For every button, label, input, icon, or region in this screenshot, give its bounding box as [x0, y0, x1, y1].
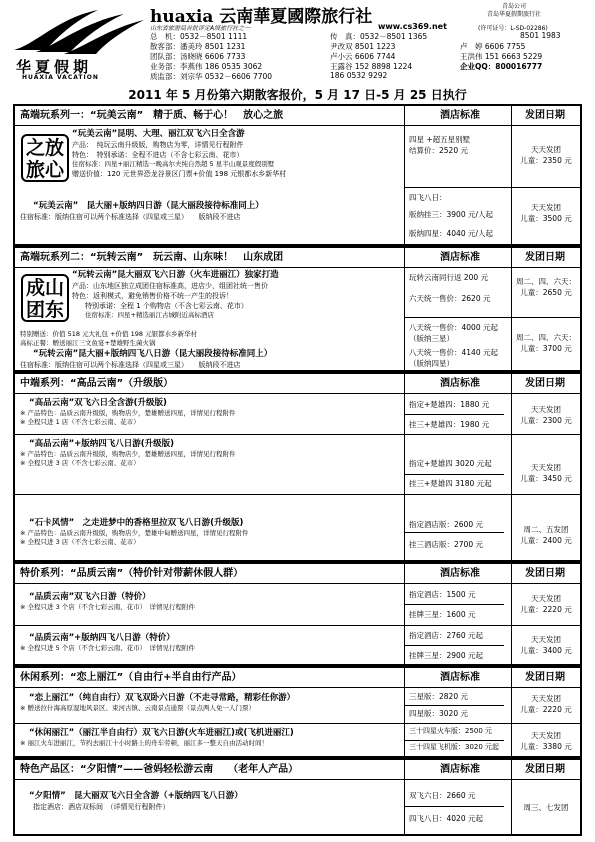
price-line: 三星版：2820 元: [409, 692, 468, 701]
contact-cell: 质监部：刘宗华 0532－6606 7700: [150, 72, 273, 81]
product-title: “品质云南”+版纳四飞八日游（特价）: [29, 633, 175, 643]
row-divider: [404, 317, 580, 318]
depart-line: 周二、四、六天：: [516, 333, 576, 342]
product-title: “玩转云南”昆大丽+版纳四飞八日游（昆大丽段接待标准同上）: [33, 349, 273, 359]
price-line: 四飞八日：4020 元起: [409, 814, 483, 823]
depart-header: 发团日期: [525, 672, 565, 683]
product-line: 住宿标准：版纳住宿可以两个标准选择（四星或三星） 版纳段不进店: [20, 213, 241, 221]
price-line: 挂牌三星：1600 元: [409, 610, 476, 619]
contact-cell: 186 0532 9292: [330, 71, 388, 80]
product-title: “石卡风情” 之走进梦中的香格里拉双飞八日游(升级版): [29, 518, 244, 528]
hotel-header: 酒店标准: [440, 110, 480, 121]
product-row: [15, 692, 295, 713]
cell-divider: [404, 474, 504, 475]
depart-cell: [512, 332, 580, 354]
depart-line: 周三、七发团: [523, 803, 569, 812]
hotel-cell: [405, 630, 483, 641]
product-title: “高品云南”双飞六日全含游(升级版): [29, 398, 167, 408]
section-header: [15, 374, 580, 394]
hotel-cell: [405, 519, 483, 530]
price-line: 挂三+楚雄四 3180 元起: [409, 479, 492, 488]
price-line: （版纳三星）: [409, 334, 454, 343]
product-row: [15, 591, 195, 612]
depart-cell: [512, 404, 580, 426]
depart-line: 周二、四、六天：: [516, 277, 576, 286]
child-price: 儿童：3500 元: [520, 214, 572, 223]
contact-cell: 卢小云 6606 7744: [330, 52, 396, 61]
product-line: ※ 赠送拉什海高原湿地风景区、束河古镇、云南景点通票（景点两人免一人门票）: [20, 704, 256, 712]
section-header: [15, 564, 580, 584]
child-price: 儿童：2400 元: [520, 536, 572, 545]
right-company-name: 青岛公司: [502, 3, 527, 10]
cell-divider: [404, 604, 504, 605]
section-mid-range: [13, 372, 582, 562]
logo: [6, 6, 146, 81]
product-title: “夕阳情” 昆大丽双飞六日全含游（+版纳四飞八日游）: [29, 791, 243, 801]
hotel-header: 酒店标准: [440, 672, 480, 683]
depart-cell: [512, 802, 580, 813]
product-line: 住宿标准：版纳住宿可以两个标准选择（四星或三星） 版纳段不进店: [20, 361, 241, 369]
license-number: (许可证号：L-SD-02286): [478, 25, 548, 32]
price-line: 指定+楚雄四：1880 元: [409, 400, 490, 409]
depart-cell: [512, 524, 580, 546]
price-line: 指定酒店：1500 元: [409, 590, 476, 599]
hotel-cell: [405, 458, 492, 469]
product-title: “玩美云南”昆明、大理、丽江双飞六日全含游: [72, 129, 245, 139]
product-title: “恋上丽江”（纯自由行）双飞双卧六日游（不走寻常路，精彩任你游）: [29, 693, 296, 703]
price-line: 挂三+楚雄四：1980 元: [409, 420, 490, 429]
hotel-header: 酒店标准: [440, 764, 480, 775]
depart-cell: [512, 693, 580, 715]
product-line: ※ 全程只进 3 店（不含七彩云南、花市）: [20, 538, 140, 546]
contact-cell: 业务部：李燕伟 186 0535 3062: [150, 62, 263, 71]
contact-cell: 散客部：潘美玲 8501 1231: [150, 42, 246, 51]
hotel-header: 酒店标准: [440, 568, 480, 579]
product-line: ※ 全程只进 5 个店（不含七彩云南、花市） 详情见行程附件: [20, 644, 196, 652]
section-title: 中端系列：“高品云南”（升级版）: [20, 378, 174, 389]
stamp-char: 山: [45, 277, 65, 299]
cell-divider: [404, 705, 504, 706]
hotel-cell: [405, 790, 475, 801]
hotel-cell: [405, 708, 468, 719]
price-line: 结算价：2520 元: [409, 146, 468, 155]
stamp-char: 东: [45, 299, 65, 321]
child-price: 儿童：3380 元: [520, 742, 572, 751]
slogan: 山东省旅游局首批评定A级旅行社之一: [150, 25, 251, 32]
stamp-char: 成: [25, 277, 45, 299]
child-price: 儿童：2650 元: [520, 288, 572, 297]
header: [0, 0, 595, 84]
product-row: [15, 517, 249, 547]
hotel-cell: [405, 478, 492, 489]
contact-cell: 尹改双 8501 1223: [330, 42, 396, 51]
hotel-cell: [405, 419, 489, 430]
product-line: 高标正餐：赠送丽江三文鱼宴+楚雄野生菌火锅: [20, 339, 156, 347]
price-line: （版纳四星）: [409, 359, 454, 368]
depart-cell: [512, 634, 580, 656]
row-divider: [15, 625, 580, 626]
section-high-end-2: [13, 246, 582, 372]
section-header: [15, 248, 580, 268]
product-row: [15, 438, 236, 468]
depart-line: 天天发团: [531, 731, 561, 740]
product-line: ※ 全程只进 1 店（不含七彩云南、花市）: [20, 418, 140, 426]
product-line: 特别承诺：全程 1 个购物店（不含七彩云南、花市）: [85, 302, 248, 310]
product-row: [15, 790, 243, 812]
product-line: 特色： 特别承诺：全程不进店（不含七彩云南、花市）: [72, 151, 244, 159]
website[interactable]: www.cs369.net: [378, 22, 447, 31]
depart-header: 发团日期: [525, 568, 565, 579]
product-title: “玩美云南” 昆大丽+版纳四日游（昆大丽段接待标准同上）: [33, 201, 264, 211]
depart-header: 发团日期: [525, 110, 565, 121]
section-title: 高端玩系列二：“玩转云南” 玩云南、山东味！ 山东成团: [20, 252, 284, 263]
product-line: 住宿标准：四星+精选丽江古城附近高标酒店: [85, 311, 214, 319]
stamp-char: 心: [45, 159, 65, 181]
child-price: 儿童：2220 元: [520, 705, 572, 714]
depart-header: 发团日期: [525, 378, 565, 389]
section-title: 特价系列：“品质云南”（特价针对带薪休假人群）: [20, 568, 244, 579]
hotel-cell: [405, 726, 492, 737]
child-price: 儿童：3700 元: [520, 344, 572, 353]
child-price: 儿童：3450 元: [520, 474, 572, 483]
section-high-end-1: [13, 104, 582, 246]
contact-cell: 王洪伟 151 6663 5229: [460, 52, 543, 61]
price-line: 四星 +超五星别墅: [409, 135, 471, 144]
hotel-cell: [405, 192, 493, 239]
price-line: 指定酒店：2760 元起: [409, 631, 483, 640]
hotel-cell: [405, 589, 475, 600]
hotel-header: 酒店标准: [440, 378, 480, 389]
hotel-cell: [405, 650, 483, 661]
price-line: 双飞六日：2660 元: [409, 791, 476, 800]
section-title: 休闲系列：“恋上丽江”（自由行+半自由行产品）: [20, 672, 242, 683]
product-block: [15, 200, 264, 222]
product-line: ※ 全程只进 3 个店（不含七彩云南、花市） 详情见行程附件: [20, 603, 196, 611]
hotel-cell: [405, 609, 475, 620]
product-title: “休闲丽江”（丽江半自由行）双飞六日游(火车进丽江)或(飞机进丽江): [29, 728, 294, 738]
section-title: 特色产品区：“夕阳情”——爸妈轻松游云南 （老年人产品）: [20, 764, 299, 775]
cell-divider: [404, 414, 504, 415]
hotel-cell: [405, 691, 468, 702]
contact-cell: 卢 婷 6606 7755: [460, 42, 526, 51]
price-line: 四星版：3020 元: [409, 709, 468, 718]
price-line: 挂三酒店版：2700 元: [409, 540, 483, 549]
product-line: 赠送价值：120 元世界恐龙谷景区门票+价值 198 元银都水乡新华村: [72, 170, 287, 178]
price-line: 版纳四星：4040 元/人起: [409, 229, 493, 238]
logo-english: HUAXIA VACATION: [22, 74, 99, 81]
product-line: ※ 产品特色：品质云南升级版，购物店少，楚雄赠送四星，详情见行程附件: [20, 450, 236, 458]
hotel-cell: [405, 272, 490, 304]
price-line: 挂牌三星：2900 元起: [409, 651, 483, 660]
price-line: 玩转云南同行返 200 元: [409, 273, 489, 282]
price-line: 版纳挂三：3900 元/人起: [409, 210, 493, 219]
product-line: 特别赠送：价值 518 元大礼包 +价值 198 元银都水乡新华村: [20, 330, 198, 338]
price-line: 六天统一售价：2620 元: [409, 294, 491, 303]
hotel-cell: [405, 134, 470, 156]
cell-divider: [404, 806, 504, 807]
contact-cell: 传 真：0532－8501 1365: [330, 32, 428, 41]
cell-divider: [404, 740, 504, 741]
product-line: 住宿标准：四星+丽江精选一晚高尔夫纯自然超 5 星半山观景度假别墅: [72, 160, 275, 168]
child-price: 儿童：3400 元: [520, 646, 572, 655]
child-price: 儿童：2220 元: [520, 605, 572, 614]
product-line: 产品：山东地区独立成团住宿标准高，进店少，组团社统一售价: [72, 282, 268, 290]
contact-qq: 企业QQ：800016777: [460, 62, 543, 71]
depart-line: 天天发团: [531, 694, 561, 703]
product-line: 指定酒店：酒店双标间 （详情见行程附件）: [33, 803, 170, 811]
product-title: “品质云南”双飞六日游（特价）: [29, 592, 151, 602]
stamp-char: 之: [25, 137, 45, 159]
section-header: [15, 668, 580, 688]
product-line: 产品： 纯玩云南升级版，购物店为零，详情见行程附件: [72, 141, 244, 149]
child-price: 儿童：2300 元: [520, 416, 572, 425]
section-header: [15, 760, 580, 780]
stamp-char: 团: [25, 299, 45, 321]
contact-cell: 总 机：0532－8501 1111: [150, 32, 248, 41]
depart-line: 天天发团: [531, 635, 561, 644]
hotel-cell: [405, 742, 499, 753]
section-special-price: [13, 562, 582, 666]
product-block: [67, 128, 286, 179]
product-row: [15, 397, 236, 427]
depart-line: 天天发团: [531, 463, 561, 472]
product-row: [15, 727, 294, 748]
stamp-badge: [21, 134, 69, 182]
depart-header: 发团日期: [525, 764, 565, 775]
price-line: 三十四星飞机版：3020 元起: [409, 743, 500, 751]
section-leisure: [13, 666, 582, 758]
price-line: 指定+楚雄四 3020 元起: [409, 459, 492, 468]
stamp-char: 放: [45, 137, 65, 159]
hotel-cell: [405, 322, 498, 369]
hotel-header: 酒店标准: [440, 252, 480, 263]
contact-cell: 团队部：汤晓晓 6606 7733: [150, 52, 246, 61]
page-title: 2011 年 5 月份第六期散客报价，5 月 17 日-5 月 25 日执行: [128, 88, 467, 102]
depart-cell: [512, 462, 580, 484]
depart-cell: [512, 144, 580, 166]
depart-cell: [512, 593, 580, 615]
stamp-badge: [21, 274, 69, 322]
product-block: [67, 269, 279, 320]
cell-divider: [404, 532, 504, 533]
depart-line: 天天发团: [531, 594, 561, 603]
product-line: 特色：返利模式，避免销售价格不统一产生的投诉！: [72, 292, 233, 300]
stamp-char: 旅: [25, 159, 45, 181]
company-brand: huaxia 云南華夏國際旅行社: [150, 7, 373, 27]
contact-cell: 8501 1983: [520, 31, 561, 40]
depart-cell: [512, 202, 580, 224]
price-line: 指定酒店版：2600 元: [409, 520, 483, 529]
product-line: ※ 产品特色：品质云南升级版，购物店少，楚雄赠送四星，详情见行程附件: [20, 409, 236, 417]
product-title: “玩转云南”昆大丽双飞六日游（火车进丽江）独家打造: [72, 270, 279, 280]
depart-cell: [512, 730, 580, 752]
depart-cell: [512, 276, 580, 298]
depart-header: 发团日期: [525, 252, 565, 263]
depart-line: 天天发团: [531, 405, 561, 414]
section-header: [15, 106, 580, 126]
right-company-sub: 青岛华夏假期旅行社: [487, 11, 542, 18]
hotel-cell: [405, 399, 489, 410]
product-block: [15, 330, 272, 370]
row-divider: [15, 434, 580, 435]
product-row: [15, 632, 195, 653]
product-line: ※ 全程只进 3 店（不含七彩云南、花市）: [20, 459, 140, 467]
hotel-cell: [405, 813, 483, 824]
depart-line: 天天发团: [531, 203, 561, 212]
product-line: ※ 丽江火车进丽江，节约去丽江十小时路上的舟车劳顿，丽江多一整天自由活动时间！: [20, 739, 269, 747]
hotel-cell: [405, 539, 483, 550]
depart-line: 天天发团: [531, 145, 561, 154]
swoosh-logo-icon: [6, 6, 146, 58]
price-line: 三十四星火车版：2500 元: [409, 727, 493, 735]
right-company: [487, 3, 541, 19]
section-featured: [13, 758, 582, 836]
column-divider: [511, 760, 512, 834]
row-divider: [15, 494, 580, 495]
child-price: 儿童：2350 元: [520, 156, 572, 165]
price-line: 四飞八日：: [409, 193, 447, 202]
row-divider: [15, 723, 580, 724]
contact-cell: 王露谷 152 8898 1224: [330, 62, 413, 71]
price-line: 八天统一售价：4000 元起: [409, 323, 498, 332]
product-line: ※ 产品特色：品质云南升级版，购物店少，楚雄中甸赠送四星，详情见行程附件: [20, 529, 249, 537]
logo-text: 华夏假期: [16, 58, 93, 76]
depart-line: 周二、五发团: [523, 525, 569, 534]
row-divider: [404, 187, 580, 188]
section-title: 高端玩系列一：“玩美云南” 精于质、畅于心！ 放心之旅: [20, 110, 284, 121]
cell-divider: [404, 645, 504, 646]
product-title: “高品云南”+版纳四飞八日游(升级版): [29, 439, 175, 449]
price-line: 八天统一售价：4140 元起: [409, 348, 498, 357]
